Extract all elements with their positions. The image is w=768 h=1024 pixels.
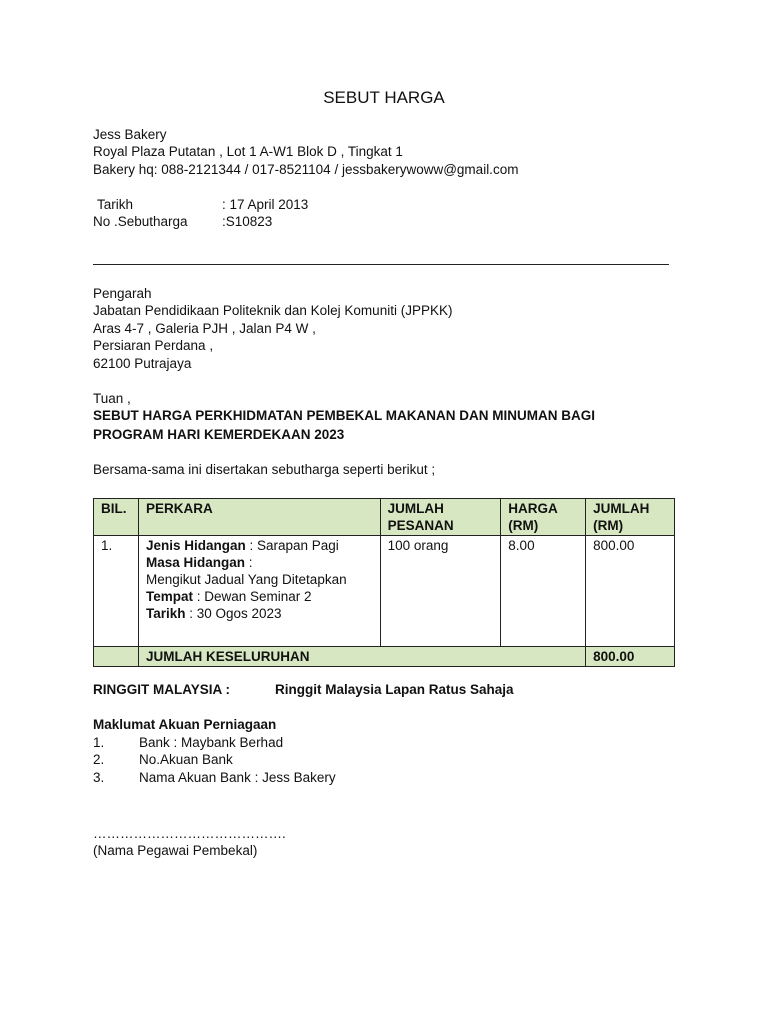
tempat-label: Tempat	[145, 589, 193, 604]
account-item-3-text: Nama Akuan Bank : Jess Bakery	[139, 770, 336, 785]
recipient-line-3: Aras 4-7 , Galeria PJH , Jalan P4 W ,	[93, 321, 316, 336]
recipient-line-2: Jabatan Pendidikaan Politeknik dan Kolej Komuniti (JPPKK)	[93, 303, 453, 318]
tarikh-label: Tarikh	[145, 606, 186, 621]
subject-line-1: SEBUT HARGA PERKHIDMATAN PEMBEKAL MAKANAN DAN MINUMAN BAGI	[93, 408, 595, 423]
sender-contact: Bakery hq: 088-2121344 / 017-8521104 / jessbakerywoww@gmail.com	[93, 162, 519, 177]
quotation-table	[93, 498, 675, 667]
document-title: SEBUT HARGA	[323, 88, 445, 107]
total-label: JUMLAH KESELURUHAN	[138, 647, 585, 667]
tempat-value: : Dewan Seminar 2	[192, 589, 312, 604]
header-bil: BIL.	[94, 499, 139, 536]
row-perkara	[138, 536, 380, 647]
masa-value: :	[244, 555, 253, 570]
header-jumlah: JUMLAH (RM)	[586, 499, 675, 536]
tarikh-value: : 30 Ogos 2023	[185, 606, 282, 621]
intro-text: Bersama-sama ini disertakan sebutharga seperti berikut ;	[93, 462, 436, 477]
signature-dots: …………………………………….	[93, 826, 286, 841]
row-bil: 1.	[94, 536, 139, 647]
jenis-value: : Sarapan Pagi	[245, 538, 339, 553]
table-header-row	[94, 499, 675, 536]
header-harga: HARGA (RM)	[501, 499, 586, 536]
account-item-3-num: 3.	[93, 770, 105, 785]
salutation: Tuan ,	[93, 391, 131, 406]
date-label: Tarikh	[97, 197, 134, 212]
separator-line	[93, 264, 669, 265]
sender-address: Royal Plaza Putatan , Lot 1 A-W1 Blok D , Tingkat 1	[93, 144, 403, 159]
signature-caption: (Nama Pegawai Pembekal)	[93, 843, 258, 858]
recipient-line-1: Pengarah	[93, 286, 152, 301]
total-spacer	[94, 647, 139, 667]
date-value: : 17 April 2013	[222, 197, 309, 212]
row-harga: 8.00	[501, 536, 586, 647]
header-perkara: PERKARA	[138, 499, 380, 536]
reference-label: No .Sebutharga	[93, 214, 188, 229]
jenis-label: Jenis Hidangan	[145, 538, 246, 553]
masa-detail: Mengikut Jadual Yang Ditetapkan	[145, 572, 347, 587]
account-item-2-num: 2.	[93, 752, 105, 767]
recipient-line-5: 62100 Putrajaya	[93, 356, 192, 371]
ringgit-label: RINGGIT MALAYSIA :	[93, 682, 231, 697]
table-row	[94, 536, 675, 647]
account-item-1-text: Bank : Maybank Berhad	[139, 735, 284, 750]
sender-name: Jess Bakery	[93, 127, 167, 142]
ringgit-value: Ringgit Malaysia Lapan Ratus Sahaja	[275, 682, 514, 697]
account-item-1-num: 1.	[93, 735, 105, 750]
row-pesanan: 100 orang	[380, 536, 501, 647]
table-total-row	[94, 647, 675, 667]
row-jumlah: 800.00	[586, 536, 675, 647]
masa-label: Masa Hidangan	[145, 555, 245, 570]
account-item-2-text: No.Akuan Bank	[139, 752, 233, 767]
account-heading: Maklumat Akuan Perniagaan	[93, 717, 277, 732]
total-value: 800.00	[586, 647, 675, 667]
reference-value: :S10823	[222, 214, 273, 229]
subject-line-2: PROGRAM HARI KEMERDEKAAN 2023	[93, 427, 345, 442]
recipient-line-4: Persiaran Perdana ,	[93, 338, 214, 353]
header-jumlah-pesanan: JUMLAH PESANAN	[380, 499, 501, 536]
